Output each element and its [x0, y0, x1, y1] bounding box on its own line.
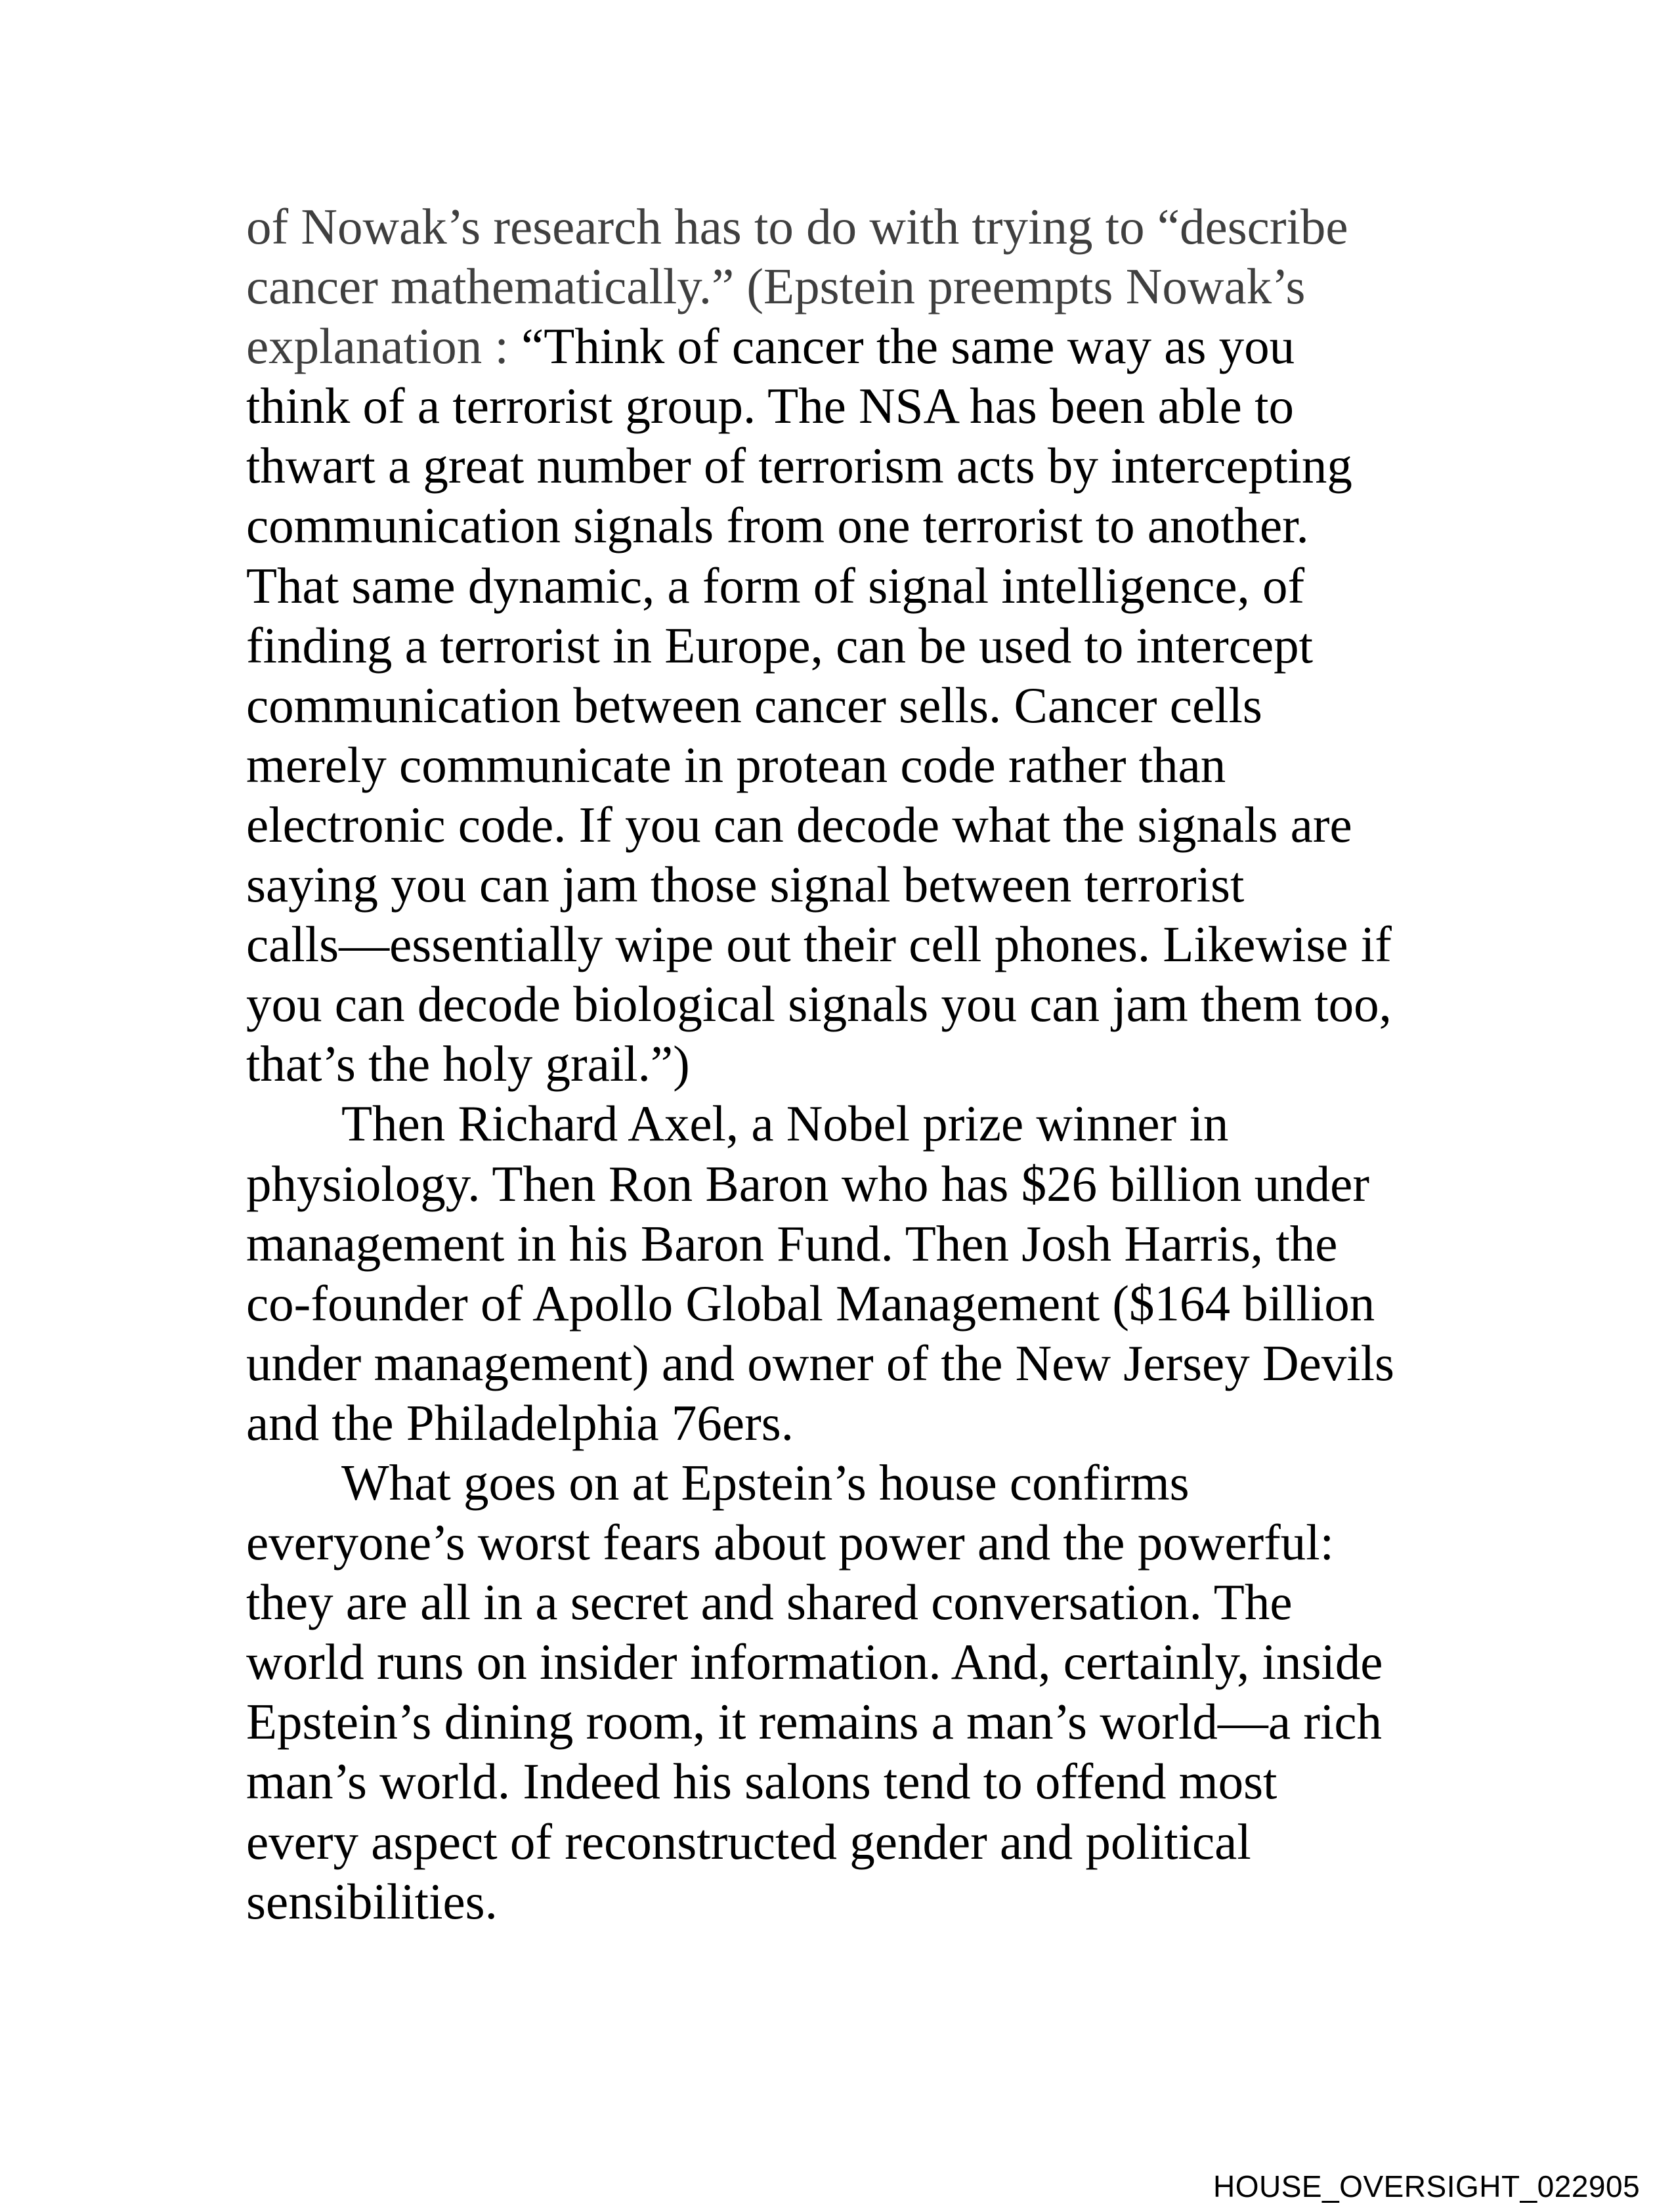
paragraph [246, 1453, 1428, 1932]
text-line [246, 974, 1428, 1034]
bates-stamp: HOUSE_OVERSIGHT_022905 [1213, 2169, 1641, 2203]
text-line [246, 1154, 1428, 1214]
text-segment: communication between cancer sells. Cancer cells [246, 676, 1262, 733]
text-segment: saying you can jam those signal between terrorist [246, 856, 1245, 913]
text-segment: world runs on insider information. And, certainly, inside [246, 1634, 1383, 1691]
text-line [246, 316, 1428, 376]
text-segment: thwart a great number of terrorism acts by intercepting [246, 437, 1352, 494]
text-segment: explanation : [246, 318, 522, 375]
text-segment: finding a terrorist in Europe, can be used to intercept [246, 617, 1314, 674]
text-segment: they are all in a secret and shared conversation. The [246, 1574, 1293, 1631]
text-segment: and the Philadelphia 76ers. [246, 1394, 794, 1451]
text-line [246, 1752, 1428, 1811]
text-segment: that’s the holy grail.”) [246, 1035, 690, 1093]
text-line [246, 795, 1428, 855]
text-line [246, 1334, 1428, 1393]
text-line [246, 1274, 1428, 1334]
text-segment: everyone’s worst fears about power and the powerful: [246, 1514, 1335, 1571]
text-line [246, 735, 1428, 795]
text-segment: man’s world. Indeed his salons tend to offend most [246, 1753, 1277, 1810]
text-segment: electronic code. If you can decode what the signals are [246, 796, 1352, 853]
text-line [246, 915, 1428, 974]
text-line [246, 1094, 1428, 1154]
text-segment: cancer mathematically.” (Epstein preempts Nowak’s [246, 258, 1306, 315]
text-segment: sensibilities. [246, 1873, 498, 1930]
paragraph [246, 1094, 1428, 1453]
text-line [246, 257, 1428, 316]
text-segment: think of a terrorist group. The NSA has been able to [246, 378, 1294, 435]
text-line [246, 1034, 1428, 1094]
text-segment: What goes on at Epstein’s house confirms [341, 1454, 1190, 1511]
text-segment: physiology. Then Ron Baron who has $26 billion under [246, 1155, 1369, 1212]
text-segment: management in his Baron Fund. Then Josh Harris, the [246, 1215, 1338, 1272]
text-segment: calls—essentially wipe out their cell phones. Likewise if [246, 916, 1392, 973]
text-line [246, 1453, 1428, 1513]
text-line [246, 1692, 1428, 1752]
text-segment: merely communicate in protean code rather than [246, 736, 1226, 793]
text-line [246, 1632, 1428, 1692]
text-line [246, 616, 1428, 676]
text-segment: That same dynamic, a form of signal intelligence, of [246, 557, 1305, 614]
text-segment: under management) and owner of the New Jersey Devils [246, 1334, 1395, 1391]
text-segment: Epstein’s dining room, it remains a man’s world—a rich [246, 1693, 1383, 1750]
text-line [246, 1214, 1428, 1274]
text-segment: every aspect of reconstructed gender and political [246, 1813, 1251, 1870]
text-line [246, 855, 1428, 915]
text-line [246, 496, 1428, 555]
text-line [246, 1872, 1428, 1932]
body-text [246, 197, 1428, 1932]
text-segment: “Think of cancer the same way as you [521, 318, 1295, 375]
text-line [246, 1812, 1428, 1872]
text-line [246, 436, 1428, 496]
text-segment: communication signals from one terrorist to another. [246, 497, 1309, 554]
text-line [246, 1393, 1428, 1453]
text-segment: co-founder of Apollo Global Management ($164 billion [246, 1274, 1375, 1332]
text-line [246, 676, 1428, 735]
text-segment: you can decode biological signals you can jam them too, [246, 976, 1392, 1033]
text-line [246, 1572, 1428, 1632]
text-line [246, 556, 1428, 616]
paragraph [246, 197, 1428, 1094]
text-line [246, 197, 1428, 257]
text-line [246, 376, 1428, 436]
text-segment: Then Richard Axel, a Nobel prize winner in [341, 1095, 1229, 1152]
text-line [246, 1513, 1428, 1572]
text-segment: of Nowak’s research has to do with trying to “describe [246, 198, 1348, 255]
